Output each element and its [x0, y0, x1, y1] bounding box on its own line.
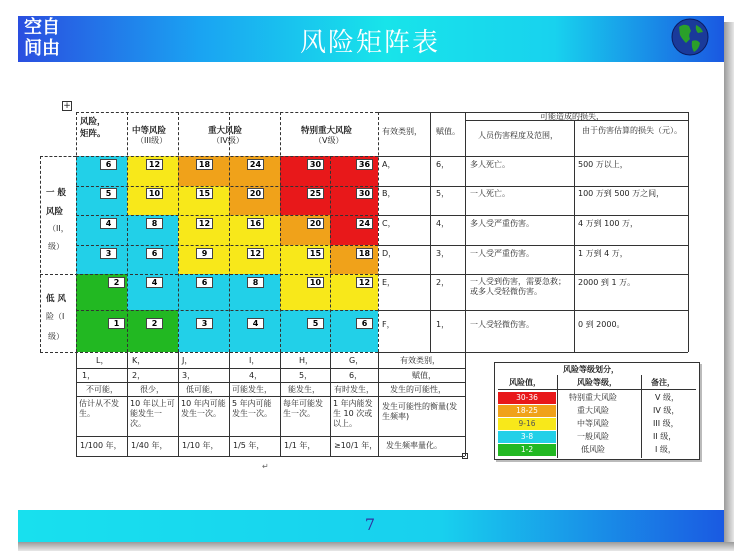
likelihood-number: 2，: [132, 371, 146, 380]
page-number: 7: [364, 515, 376, 534]
likelihood-frequency-label: 发生频率量化。: [386, 441, 442, 450]
likelihood-number: 3，: [182, 371, 196, 380]
legend-note: II 级，: [653, 432, 677, 441]
likelihood-desc-label: 发生可能性的衡量(发生频率): [382, 402, 458, 421]
slide-title: 风险矩阵表: [299, 28, 440, 58]
row-injury: 多人受严重伤害。: [470, 219, 534, 228]
row-money: 4 万到 100 万，: [578, 219, 638, 228]
risk-value: 20: [247, 188, 264, 199]
row-category: E，: [382, 278, 396, 287]
likelihood-letter: K，: [132, 356, 146, 365]
risk-value: 18: [196, 159, 213, 170]
header-injury: 人员伤害程度及范围，: [478, 131, 558, 140]
risk-value: 10: [307, 277, 324, 288]
row-value: 3，: [436, 249, 450, 258]
risk-value: 6: [146, 248, 163, 259]
header-medium: 中等风险: [132, 126, 167, 136]
risk-value: 4: [247, 318, 264, 329]
row-value: 4，: [436, 219, 450, 228]
risk-value: 24: [356, 218, 373, 229]
likelihood-number-label: 赋值，: [412, 371, 436, 380]
legend-swatch-cyan: 3-8: [498, 431, 556, 443]
row-category: D，: [382, 249, 397, 258]
header-money: 由于伤害估算的损失（元）。: [582, 126, 682, 135]
legend-title: 风险等级划分，: [563, 365, 619, 374]
risk-value: 6: [100, 159, 117, 170]
risk-value: 3: [100, 248, 117, 259]
row-value: 6，: [436, 160, 450, 169]
globe-icon: [670, 17, 710, 57]
risk-value: 9: [196, 248, 213, 259]
row-injury: 一人死亡。: [470, 189, 510, 198]
risk-value: 18: [356, 248, 373, 259]
risk-value: 4: [146, 277, 163, 288]
legend-header-value: 风险值，: [509, 378, 541, 387]
row-money: 500 万以上，: [578, 160, 628, 169]
likelihood-letter-label: 有效类别，: [400, 356, 440, 365]
legend-swatch-green: 1-2: [498, 444, 556, 456]
row-injury: 一人受到伤害，需要急救；或多人受轻微伤害。: [470, 277, 566, 296]
likelihood-term: 不可能，: [86, 385, 118, 394]
header-major: 重大风险: [208, 126, 243, 136]
likelihood-frequency: 1/100 年，: [80, 441, 122, 450]
likelihood-term: 有时发生，: [334, 385, 374, 394]
likelihood-desc: 每年可能发生一次。: [283, 399, 323, 418]
risk-value: 8: [146, 218, 163, 229]
legend-header-note: 备注，: [651, 378, 675, 387]
likelihood-frequency: 1/10 年，: [182, 441, 219, 450]
row-money: 2000 到 1 万。: [578, 278, 636, 287]
risk-value: 5: [100, 188, 117, 199]
likelihood-letter: G，: [349, 356, 364, 365]
row-money: 0 到 2000。: [578, 320, 625, 329]
row-money: 1 万到 4 万，: [578, 249, 628, 258]
risk-value: 6: [356, 318, 373, 329]
likelihood-desc: 1 年内能发生 10 次或以上。: [333, 399, 373, 428]
header-matrix: 矩阵。: [80, 129, 106, 139]
row-category: F，: [382, 320, 395, 329]
table-move-handle-icon[interactable]: +: [63, 101, 71, 111]
header-major-level: （IV级）: [212, 136, 244, 145]
risk-value: 1: [108, 318, 125, 329]
header-loss: 可能造成的损失，: [540, 112, 604, 121]
risk-value: 12: [356, 277, 373, 288]
risk-value: 12: [247, 248, 264, 259]
likelihood-letter: H，: [299, 356, 314, 365]
risk-value: 2: [146, 318, 163, 329]
header-category: 有效类别，: [382, 127, 422, 136]
risk-value: 6: [196, 277, 213, 288]
row-injury: 一人受轻微伤害。: [470, 320, 534, 329]
legend-level: 一般风险: [577, 432, 609, 441]
risk-value: 2: [108, 277, 125, 288]
risk-value: 15: [196, 188, 213, 199]
legend-note: III 级，: [653, 419, 679, 428]
likelihood-number: 4，: [249, 371, 263, 380]
row-injury: 多人死亡。: [470, 160, 510, 169]
row-category: A，: [382, 160, 396, 169]
legend-swatch-red: 30-36: [498, 392, 556, 404]
risk-value: 24: [247, 159, 264, 170]
likelihood-term: 能发生，: [288, 385, 320, 394]
cell-bg: [280, 310, 378, 352]
likelihood-frequency: 1/5 年，: [233, 441, 265, 450]
row-category: C，: [382, 219, 396, 228]
likelihood-number: 1，: [82, 371, 96, 380]
label-low-3: 级）: [48, 332, 64, 341]
risk-level-legend: [494, 362, 700, 460]
legend-level: 特别重大风险: [569, 393, 617, 402]
cell-bg: [178, 186, 229, 274]
label-general-3: （II，: [48, 224, 69, 233]
likelihood-number: 5，: [299, 371, 313, 380]
header-extreme: 特别重大风险: [301, 126, 353, 136]
row-value: 2，: [436, 278, 450, 287]
risk-value: 10: [146, 188, 163, 199]
logo-line-1: 空自: [24, 17, 60, 38]
likelihood-number: 6，: [349, 371, 363, 380]
likelihood-term-label: 发生的可能性，: [390, 385, 446, 394]
label-general-4: 级）: [48, 242, 64, 251]
likelihood-desc: 估计从不发生。: [79, 399, 119, 418]
legend-header-level: 风险等级，: [577, 378, 617, 387]
header-medium-level: （III级）: [136, 136, 168, 145]
likelihood-desc: 5 年内可能发生一次。: [232, 399, 272, 418]
label-general-1: 一 般: [46, 188, 66, 198]
likelihood-letter: L，: [96, 356, 109, 365]
legend-swatch-orange: 18-25: [498, 405, 556, 417]
likelihood-term: 很少，: [140, 385, 164, 394]
label-general-2: 风险: [46, 207, 64, 217]
header-value: 赋值。: [436, 127, 460, 136]
likelihood-desc: 10 年内可能发生一次。: [181, 399, 226, 418]
risk-value: 15: [307, 248, 324, 259]
likelihood-letter: J，: [182, 356, 193, 365]
legend-swatch-yellow: 9-16: [498, 418, 556, 430]
row-injury: 一人受严重伤害。: [470, 249, 534, 258]
risk-value: 36: [356, 159, 373, 170]
risk-value: 30: [356, 188, 373, 199]
likelihood-letter: I，: [249, 356, 260, 365]
legend-note: IV 级，: [653, 406, 680, 415]
likelihood-frequency: 1/1 年，: [284, 441, 316, 450]
logo-line-2: 间由: [24, 38, 60, 59]
row-value: 5，: [436, 189, 450, 198]
risk-value: 5: [307, 318, 324, 329]
risk-value: 20: [307, 218, 324, 229]
likelihood-desc: 10 年以上可能发生一次。: [130, 399, 175, 428]
legend-level: 低风险: [581, 445, 605, 454]
row-money: 100 万到 500 万之间，: [578, 189, 665, 198]
likelihood-frequency: 1/40 年，: [131, 441, 168, 450]
risk-value: 12: [196, 218, 213, 229]
legend-note: I 级，: [655, 445, 676, 454]
slide-shadow-bottom: [18, 542, 734, 551]
label-low-2: 险（I: [46, 312, 65, 321]
risk-value: 12: [146, 159, 163, 170]
row-value: 1，: [436, 320, 450, 329]
risk-value: 25: [307, 188, 324, 199]
header-risk: 风险，: [80, 117, 106, 127]
paragraph-mark-icon: ↵: [262, 462, 269, 471]
header-extreme-level: （V级）: [314, 136, 344, 145]
risk-value: 16: [247, 218, 264, 229]
label-low-1: 低 风: [46, 294, 66, 304]
legend-level: 重大风险: [577, 406, 609, 415]
risk-value: 30: [307, 159, 324, 170]
likelihood-term: 可能发生，: [232, 385, 272, 394]
row-category: B，: [382, 189, 396, 198]
risk-value: 3: [196, 318, 213, 329]
legend-note: V 级，: [655, 393, 680, 402]
likelihood-frequency: ≥10/1 年，: [334, 441, 378, 450]
slide-shadow-right: [724, 22, 734, 542]
table-resize-handle-icon[interactable]: [462, 453, 468, 459]
risk-value: 4: [100, 218, 117, 229]
risk-value: 8: [247, 277, 264, 288]
legend-level: 中等风险: [577, 419, 609, 428]
likelihood-term: 低可能，: [186, 385, 218, 394]
